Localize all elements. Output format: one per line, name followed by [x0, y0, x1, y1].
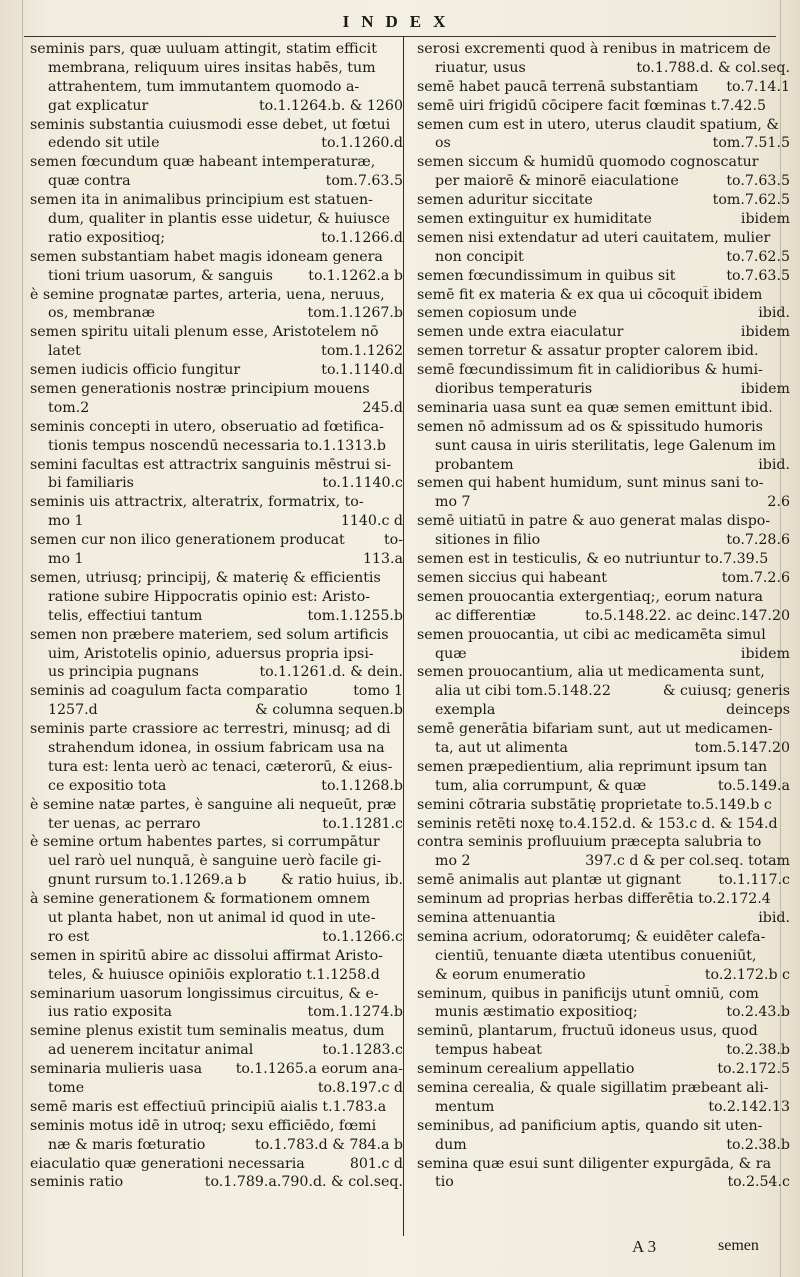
index-entry-line: to.1.1281.c ter uenas, ac perraro — [48, 815, 403, 832]
index-entry-line: semen, utriusq; principij, & materię & efficientis — [30, 569, 381, 586]
index-entry — [417, 116, 790, 154]
index-entry — [417, 815, 790, 834]
index-entry — [30, 418, 403, 456]
index-entry — [417, 569, 790, 588]
index-entry-line: to.1.1140.d semen iudicis officio fungitur — [30, 362, 403, 379]
index-entry — [30, 191, 403, 248]
index-entry — [30, 1022, 403, 1060]
index-entry-line: 2.6 mo 7 — [435, 494, 790, 511]
index-entry-line: 245.d tom.2 — [48, 399, 403, 416]
index-entry-line: to.5.148.22. ac deinc.147.20 ac differentiæ — [435, 607, 790, 624]
index-entry-line: 801.c d eiaculatio quæ generationi necessaria — [30, 1155, 403, 1172]
index-entry-line: uel rarò uel nunquā, è sanguine uerò facile gi- — [48, 853, 382, 870]
index-entry-line: semen spiritu uitali plenum esse, Aristotelem nō — [30, 324, 379, 341]
index-entry-line: to.2.172.b c & eorum enumeratio — [435, 966, 790, 983]
index-entry-line: seminum ad proprias herbas differētia to.2.172.4 — [417, 891, 771, 908]
index-entry — [30, 720, 403, 796]
index-entry-line: semē uiri frigidū cōcipere facit fœminas t.7.42.5 — [417, 97, 766, 114]
index-entry-line: ratione subire Hippocratis opinio est: Aristo- — [48, 588, 371, 605]
index-entry-line: semina cerealia, & quale sigillatim præbeant ali- — [417, 1079, 769, 1096]
index-entry-line: semen est in testiculis, & eo nutriuntur to.7.39.5 — [417, 551, 769, 568]
index-entry — [417, 1022, 790, 1060]
index-entry — [417, 550, 790, 569]
index-entry — [417, 890, 790, 909]
page-frame-left — [22, 0, 23, 1277]
index-entry-line: membrana, reliquum uires insitas habēs, tum — [48, 59, 376, 76]
index-entry-line: tomo 1 seminis ad coagulum facta comparatio — [30, 683, 403, 700]
index-entry — [417, 720, 790, 758]
index-entry-line: tom.1.1274.b ius ratio exposita — [48, 1004, 403, 1021]
index-entry — [30, 569, 403, 626]
index-entry-line: semen prouocantia, ut cibi ac medicamēta simul — [417, 626, 766, 643]
index-entry — [417, 78, 790, 97]
index-entry-line: deinceps exempla — [435, 702, 790, 719]
index-entry — [417, 588, 790, 626]
index-entry-line: seminis uis attractrix, alteratrix, formatrix, to- — [30, 494, 364, 511]
index-entry-line: cientiū, tenuante diæta utentibus conueniūt, — [435, 947, 757, 964]
index-entry-line: to.1.789.a.790.d. & col.seq. seminis ratio — [30, 1174, 403, 1191]
index-entry-line: to.1.1262.a b tioni trium uasorum, & sanguis — [48, 267, 403, 284]
index-entry — [30, 286, 403, 324]
index-entry-line: semen præpedientium, alia reprimunt ipsum tan — [417, 758, 768, 775]
index-entry-line: tom.1.1267.b os, membranæ — [48, 305, 403, 322]
index-entry-line: to.2.43.b munis æstimatio expositioq; — [435, 1004, 790, 1021]
index-entry-line: semina quæ esui sunt diligenter expurgāda, & ra — [417, 1155, 772, 1172]
index-entry-line: semen prouocantium, alia ut medicamenta sunt, — [417, 664, 765, 681]
index-entry — [30, 323, 403, 361]
index-entry-line: seminis concepti in utero, obseruatio ad fœtifica- — [30, 418, 384, 435]
index-entry-line: semen non præbere materiem, sed solum artificis — [30, 626, 389, 643]
index-entry-line: to.7.14.1 semē habet paucā terrenā substantiam — [417, 78, 790, 95]
index-entry-line: uim, Aristotelis opinio, aduersus propria ipsi- — [48, 645, 374, 662]
index-entry-line: tom.7.51.5 os — [435, 135, 790, 152]
index-column-right — [417, 40, 790, 1192]
index-entry-line: to.1.1261.d. & dein. us principia pugnans — [48, 664, 403, 681]
index-entry-line: semen fœcundum quæ habeant intemperaturæ, — [30, 154, 376, 171]
index-entry — [417, 512, 790, 550]
index-entry-line: to.1.788.d. & col.seq. riuatur, usus — [435, 59, 790, 76]
index-entry — [30, 626, 403, 683]
index-entry-line: semina acrium, odoratorumq; & euidēter calefa- — [417, 928, 766, 945]
index-entry — [30, 40, 403, 116]
index-entry-line: seminaria uasa sunt ea quæ semen emittunt ibid. — [417, 399, 773, 416]
index-entry — [417, 342, 790, 361]
index-entry-line: to.2.142.13 mentum — [435, 1098, 790, 1115]
index-entry-line: tom.1.1255.b telis, effectiui tantum — [48, 607, 403, 624]
index-entry — [417, 758, 790, 796]
index-entry — [417, 153, 790, 191]
index-entry-line: ibid. semina attenuantia — [417, 909, 790, 926]
index-entry-line: seminarium uasorum longissimus circuitus, & e- — [30, 985, 379, 1002]
index-entry-line: semen siccum & humidū quomodo cognoscatur — [417, 154, 759, 171]
index-entry — [417, 40, 790, 78]
index-entry-line: ibid. semen copiosum unde — [417, 305, 790, 322]
index-entry — [417, 323, 790, 342]
index-entry-line: semen nō admissum ad os & spissitudo humoris — [417, 418, 763, 435]
index-entry — [30, 1117, 403, 1155]
index-entry-line: contra seminis profluuium præcepta salubria to — [417, 834, 762, 851]
index-entry-line: semen cum est in utero, uterus claudit spatium, & — [417, 116, 780, 133]
index-entry-line: & columna sequen.b 1257.d — [48, 702, 403, 719]
index-entry-line: semen generationis nostræ principium mouens — [30, 381, 370, 398]
page-header: INDEX — [342, 12, 458, 31]
index-entry — [417, 1155, 790, 1193]
index-entry-line: seminum, quibus in panificijs utunt̄ omniū, com — [417, 985, 759, 1002]
index-entry — [417, 97, 790, 116]
index-entry — [30, 380, 403, 418]
index-entry — [30, 531, 403, 569]
index-entry — [417, 663, 790, 720]
index-entry-line: semē fit ex materia & ex qua ui cōcoquit̄ ibidem — [417, 286, 763, 303]
index-column-left — [30, 40, 403, 1192]
index-entry-line: tom.5.147.20 ta, aut ut alimenta — [435, 739, 790, 756]
index-entry-line: semē generātia bifariam sunt, aut ut medicamen- — [417, 721, 773, 738]
page-footer — [0, 1237, 800, 1267]
index-entry — [417, 909, 790, 928]
index-entry-line: to.2.38.b dum — [435, 1136, 790, 1153]
index-entry-line: serosi excrementi quod à renibus in matricem de — [417, 41, 771, 57]
index-entry-line: semen in spiritū abire ac dissolui affirmat Aristo- — [30, 947, 383, 964]
index-entry-line: tom.1.1262 latet — [48, 343, 403, 360]
index-entry-line: to.1.1268.b ce expositio tota — [48, 777, 403, 794]
index-entry-line: seminibus, ad panificium aptis, quando sit uten- — [417, 1117, 763, 1134]
index-entry-line: semine plenus existit tum seminalis meatus, dum — [30, 1023, 385, 1040]
index-entry — [417, 871, 790, 890]
index-entry-line: to.7.63.5 semen fœcundissimum in quibus sit — [417, 267, 790, 284]
index-entry-line: ibidem quæ — [435, 645, 790, 662]
index-entry-line: ibidem dioribus temperaturis — [435, 381, 790, 398]
index-entry-line: semen substantiam habet magis idoneam genera — [30, 248, 383, 265]
index-entry-line: tom.7.63.5 quæ contra — [48, 173, 403, 190]
index-entry-line: semen prouocantia extergentiaq;, eorum natura — [417, 588, 763, 605]
index-entry — [417, 191, 790, 210]
index-entry — [417, 626, 790, 664]
index-entry-line: to.1.1266.d ratio expositioq; — [48, 229, 403, 246]
index-entry-line: to.1.1140.c bi familiaris — [48, 475, 403, 492]
index-entry-line: seminis substantia cuiusmodi esse debet, ut fœtui — [30, 116, 391, 133]
index-entry-line: tom.7.62.5 semen aduritur siccitate — [417, 192, 790, 209]
index-entry-line: to.1.1260.d edendo sit utile — [48, 135, 403, 152]
index-entry-line: & cuiusq; generis alia ut cibi tom.5.148.22 — [435, 683, 790, 700]
index-entry-line: attrahentem, tum immutantem quomodo a- — [48, 78, 360, 95]
index-entry-line: teles, & huiusce opiniōis exploratio t.1.1258.d — [48, 966, 380, 983]
index-entry-line: tionis tempus noscendū necessaria to.1.1313.b — [48, 437, 386, 454]
index-entry-line: 1140.c d mo 1 — [48, 513, 403, 530]
index-entry — [30, 116, 403, 154]
index-entry — [417, 361, 790, 399]
index-entry-line: & ratio huius, ib. gnunt rursum to.1.1269.a b — [48, 872, 403, 889]
index-entry — [417, 304, 790, 323]
index-entry — [30, 248, 403, 286]
index-entry-line: ibid. probantem — [435, 456, 790, 473]
index-entry-line: semen torretur & assatur propter calorem ibid. — [417, 343, 759, 360]
index-entry-line: to- semen cur non ilico generationem producat — [30, 532, 403, 549]
index-entry — [417, 210, 790, 229]
index-entry-line: è semine natæ partes, è sanguine ali nequeūt, præ — [30, 796, 397, 813]
index-entry — [30, 1173, 403, 1192]
index-entry-line: ibidem semen unde extra eiaculatur — [417, 324, 790, 341]
header-rule — [24, 36, 776, 37]
index-entry-line: sunt causa in uiris sterilitatis, lege Galenum im — [435, 437, 776, 454]
index-entry-line: to.1.1265.a eorum ana- seminaria mulieris uasa — [30, 1061, 403, 1078]
index-entry-line: semini facultas est attractrix sanguinis mēstrui si- — [30, 456, 392, 473]
index-entry-line: seminū, plantarum, fructuū idoneus usus, quod — [417, 1023, 758, 1040]
index-entry-line: to.7.28.6 sitiones in filio — [435, 532, 790, 549]
index-entry-line: tura est: lenta uerò ac tenaci, cæterorū, & eius- — [48, 758, 393, 775]
index-entry — [417, 474, 790, 512]
index-entry-line: dum, qualiter in plantis esse uidetur, & huiusce — [48, 211, 391, 228]
index-entry-line: semen qui habent humidum, sunt minus sani to- — [417, 475, 764, 492]
index-entry-line: 397.c d & per col.seq. totam mo 2 — [435, 853, 790, 870]
index-entry-line: to.2.172.5 seminum cerealium appellatio — [417, 1061, 790, 1078]
index-entry-line: to.2.54.c tio — [435, 1174, 790, 1191]
index-entry-line: to.7.62.5 non concipit — [435, 248, 790, 265]
index-entry-line: strahendum idonea, in ossium fabricam usa na — [48, 739, 385, 756]
catchword: semen — [718, 1237, 759, 1254]
index-entry — [417, 399, 790, 418]
index-entry — [417, 267, 790, 286]
index-entry-line: semē maris est effectiuū principiū aialis t.1.783.a — [30, 1098, 387, 1115]
index-entry — [30, 361, 403, 380]
index-entry-line: è semine ortum habentes partes, si corrumpātur — [30, 834, 380, 851]
index-entry — [417, 418, 790, 475]
index-entry-line: to.7.63.5 per maiorē & minorē eiaculatione — [435, 173, 790, 190]
signature-mark: A 3 — [632, 1237, 657, 1256]
index-entry — [417, 985, 790, 1023]
index-entry-line: seminis retēti noxę to.4.152.d. & 153.c d. & 154.d — [417, 815, 778, 832]
index-entry-line: è semine prognatæ partes, arteria, uena, neruus, — [30, 286, 385, 303]
index-entry — [30, 833, 403, 890]
index-entry — [30, 890, 403, 947]
index-entry-line: semen nisi extendatur ad uteri cauitatem, mulier — [417, 229, 771, 246]
index-entry-line: seminis parte crassiore ac terrestri, minusq; ad di — [30, 721, 391, 738]
index-entry — [30, 1060, 403, 1098]
index-entry — [417, 928, 790, 985]
index-entry — [417, 1079, 790, 1117]
index-entry — [30, 153, 403, 191]
index-entry-line: semini cōtraria substātię proprietate to.5.149.b c — [417, 796, 772, 813]
index-entry — [417, 229, 790, 267]
index-entry-line: semē uitiatū in patre & auo generat malas dispo- — [417, 513, 771, 530]
index-entry-line: to.1.1283.c ad uenerem incitatur animal — [48, 1042, 403, 1059]
index-entry-line: ut planta habet, non ut animal id quod in ute- — [48, 909, 376, 926]
index-entry-line: ibidem semen extinguitur ex humiditate — [417, 211, 790, 228]
index-entry-line: to.1.117.c semē animalis aut plantæ ut gignant — [417, 872, 790, 889]
column-divider — [403, 36, 404, 1236]
index-entry — [30, 456, 403, 494]
index-entry-line: to.5.149.a tum, alia corrumpunt, & quæ — [435, 777, 790, 794]
index-entry-line: to.1.1264.b. & 1260 gat explicatur — [48, 97, 403, 114]
index-entry — [30, 1098, 403, 1117]
index-entry-line: to.1.783.d & 784.a b næ & maris fœturatio — [48, 1136, 403, 1153]
index-entry — [417, 833, 790, 871]
index-entry-line: 113.a mo 1 — [48, 551, 403, 568]
index-entry — [30, 947, 403, 985]
index-entry-line: semē fœcundissimum fit in calidioribus & humi- — [417, 362, 763, 379]
index-entry — [417, 1117, 790, 1155]
index-entry — [417, 796, 790, 815]
index-entry-line: to.8.197.c d tome — [48, 1079, 403, 1096]
index-entry — [417, 286, 790, 305]
index-entry-line: tom.7.2.6 semen siccius qui habeant — [417, 569, 790, 586]
index-entry — [30, 985, 403, 1023]
index-entry — [30, 493, 403, 531]
index-entry-line: semen ita in animalibus principium est statuen- — [30, 192, 373, 209]
index-entry-line: to.2.38.b tempus habeat — [435, 1042, 790, 1059]
index-entry — [30, 682, 403, 720]
index-entry-line: à semine generationem & formationem omnem — [30, 891, 371, 908]
index-entry — [30, 1155, 403, 1174]
index-entry-line: seminis motus idē in utroq; sexu efficiēdo, fœmi — [30, 1117, 377, 1134]
index-entry — [417, 1060, 790, 1079]
index-entry-line: to.1.1266.c ro est — [48, 928, 403, 945]
index-entry — [30, 796, 403, 834]
index-entry-line: seminis pars, quæ uuluam attingit, statim efficit — [30, 41, 377, 57]
